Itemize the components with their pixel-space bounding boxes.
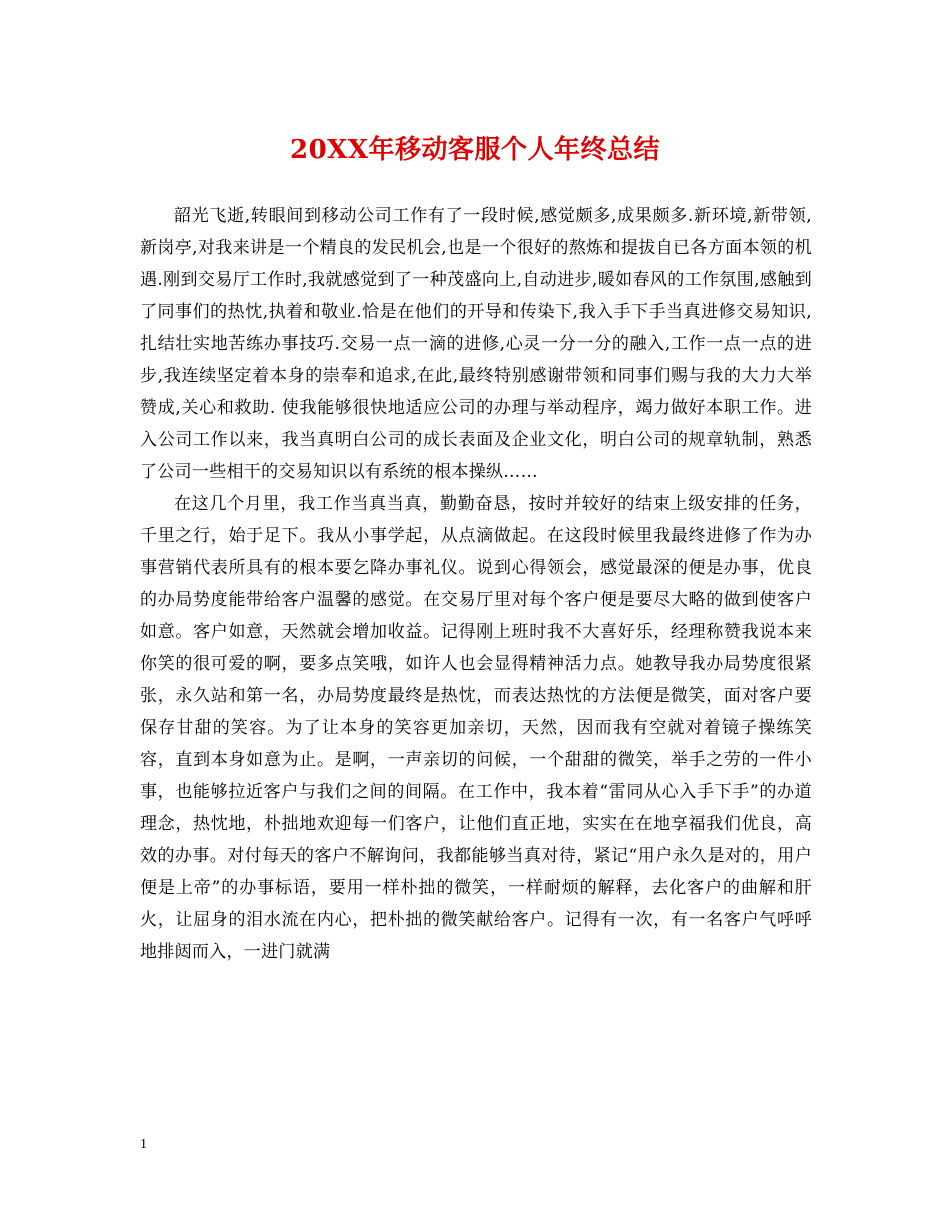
- paragraph-1: 韶光飞逝,转眼间到移动公司工作有了一段时候,感觉颇多,成果颇多.新环境,新带领,新岗亭,对我来讲是一个精良的发民机会,也是一个很好的熬炼和提拔自已各方面本领的机遇.刚到交易厅工作时,我就感觉到了一种茂盛向上,自动进步,暖如春风的工作氛围,感触到了同事们的热忱,执着和敬业.恰是在他们的开导和传染下,我入手下手当真进修交易知识,扎结壮实地苦练办事技巧.交易一点一滴的进修,心灵一分一分的融入,工作一点一点的进步,我连续坚定着本身的崇奉和追求,在此,最终特别感谢带领和同事们赐与我的大力大举赞成,关心和救助. 使我能够很快地适应公司的办理与举动程序，竭力做好本职工作。进入公司工作以来，我当真明白公司的成长表面及企业文化，明白公司的规章轨制，熟悉了公司一些相干的交易知识以有系统的根本操纵……: [140, 206, 812, 482]
- paragraph-2: 在这几个月里，我工作当真当真，勤勤奋恳，按时并较好的结束上级安排的任务，千里之行，始于足下。我从小事学起，从点滴做起。在这段时候里我最终进修了作为办事营销代表所具有的根本要乞降办事礼仪。说到心得领会，感觉最深的便是办事，优良的办局势度能带给客户温馨的感觉。在交易厅里对每个客户便是要尽大略的做到使客户如意。客户如意，天然就会增加收益。记得刚上班时我不大喜好乐，经理称赞我说本来你笑的很可爱的啊，要多点笑哦，如许人也会显得精神活力点。她教导我办局势度很紧张，永久站和第一名，办局势度最终是热忱，而表达热忱的方法便是微笑，面对客户要保存甘甜的笑容。为了让本身的笑容更加亲切，天然，因而我有空就对着镜子操练笑容，直到本身如意为止。是啊，一声亲切的问候，一个甜甜的微笑，举手之劳的一件小事，也能够拉近客户与我们之间的间隔。在工作中，我本着“雷同从心入手下手”的办道理念，热忱地，朴拙地欢迎每一们客户，让他们直正地，实实在在地享福我们优良，高效的办事。对付每天的客户不解询问，我都能够当真对待，紧记“用户永久是对的，用户便是上帝”的办事标语，要用一样朴拙的微笑，一样耐烦的解释，去化客户的曲解和肝火，让屈身的泪水流在内心，把朴拙的微笑献给客户。记得有一次，有一名客户气呼呼地排闼而入，一进门就满: [140, 494, 812, 962]
- document-title: 20XX年移动客服个人年终总结: [289, 135, 661, 165]
- document-body: [140, 200, 812, 968]
- page-number: 1: [140, 1137, 147, 1152]
